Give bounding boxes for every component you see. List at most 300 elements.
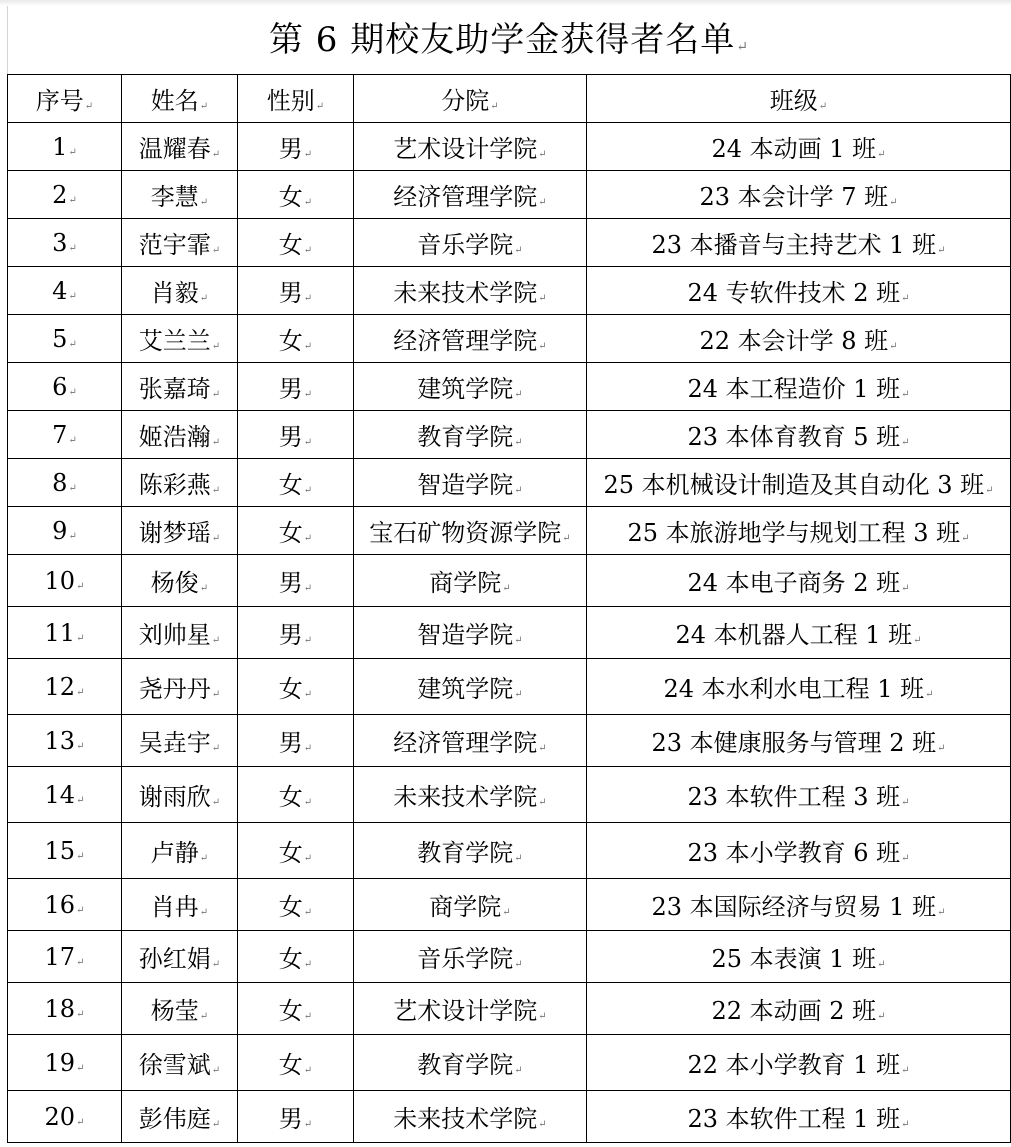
cell-text: 宝石矿物资源学院 [369,519,562,547]
cell-index [8,1035,122,1091]
paragraph-mark-icon: ↵ [538,341,547,352]
paragraph-mark-icon: ↵ [68,242,77,254]
paragraph-mark-icon: ↵ [84,101,94,112]
cell-name [122,823,238,879]
cell-text: 李慧 [150,183,199,211]
cell-name [122,507,238,555]
cell-text: 教育学院 [417,839,514,867]
cell-text: 经济管理学院 [393,183,538,211]
cell-gender [238,507,354,555]
table-row [8,931,1011,983]
table-row [8,767,1011,823]
cell-text: 姬浩瀚 [138,423,211,451]
cell-gender [238,1035,354,1091]
cell-index [8,555,122,607]
table-row [8,983,1011,1035]
paragraph-mark-icon: ↵ [211,485,221,496]
cell-text: 24 本机器人工程 1 班 [675,621,913,649]
paragraph-mark-icon: ↵ [889,197,898,208]
header-label: 性别 [266,87,315,115]
paragraph-mark-icon: ↵ [199,1011,209,1022]
cell-class [587,411,1011,459]
paragraph-mark-icon: ↵ [68,482,77,494]
cell-text: 男 [278,279,303,307]
cell-text: 音乐学院 [417,231,514,259]
cell-text: 范宇霏 [138,231,211,259]
paragraph-mark-icon: ↵ [514,853,523,864]
paragraph-mark-icon: ↵ [901,389,910,400]
paragraph-mark-icon: ↵ [538,149,547,160]
cell-text: 温耀春 [138,135,211,163]
cell-index [8,411,122,459]
table-body [8,123,1011,1143]
cell-text: 女 [278,471,303,499]
paragraph-mark-icon: ↵ [901,853,910,864]
cell-text: 徐雪斌 [138,1051,211,1079]
paragraph-mark-icon: ↵ [76,1008,85,1020]
cell-text: 肖冉 [150,893,199,921]
cell-gender [238,459,354,507]
cell-text: 智造学院 [417,621,514,649]
paragraph-mark-icon: ↵ [76,956,85,968]
cell-text: 女 [278,1051,303,1079]
cell-college [354,983,587,1035]
cell-name [122,715,238,767]
paragraph-mark-icon: ↵ [514,635,523,646]
cell-gender [238,1091,354,1143]
cell-college [354,267,587,315]
paragraph-mark-icon: ↵ [303,533,313,544]
paragraph-mark-icon: ↵ [211,1065,221,1076]
cell-college [354,219,587,267]
paragraph-mark-icon: ↵ [76,904,85,916]
paragraph-mark-icon: ↵ [211,635,221,646]
cell-gender [238,607,354,659]
paragraph-mark-icon: ↵ [502,583,511,594]
cell-index [8,607,122,659]
cell-index [8,879,122,931]
cell-index [8,659,122,715]
table-row [8,555,1011,607]
cell-text: 女 [278,893,303,921]
cell-index [8,715,122,767]
cell-text: 尧丹丹 [138,675,211,703]
header-col-index [8,75,122,123]
paragraph-mark-icon: ↵ [68,146,77,158]
cell-text: 女 [278,839,303,867]
cell-text: 23 本软件工程 3 班 [687,783,901,811]
cell-text: 15 [44,836,76,865]
cell-college [354,507,587,555]
paragraph-mark-icon: ↵ [211,149,221,160]
cell-text: 24 专软件技术 2 班 [687,279,901,307]
cell-text: 女 [278,183,303,211]
paragraph-mark-icon: ↵ [877,1011,886,1022]
cell-class [587,459,1011,507]
cell-text: 刘帅星 [138,621,211,649]
cell-text: 5 [52,324,68,353]
document-page [7,6,1010,1143]
paragraph-mark-icon: ↵ [818,101,828,112]
paragraph-mark-icon: ↵ [937,743,946,754]
table-row [8,715,1011,767]
cell-text: 12 [44,672,76,701]
paragraph-mark-icon: ↵ [303,1011,313,1022]
cell-text: 22 本小学教育 1 班 [687,1051,901,1079]
paragraph-mark-icon: ↵ [303,245,313,256]
cell-class [587,267,1011,315]
cell-text: 22 本动画 2 班 [711,997,877,1025]
cell-index [8,219,122,267]
cell-text: 23 本体育教育 5 班 [687,423,901,451]
paragraph-mark-icon: ↵ [303,1119,313,1130]
cell-class [587,659,1011,715]
cell-name [122,315,238,363]
paragraph-mark-icon: ↵ [502,907,511,918]
cell-class [587,1091,1011,1143]
cell-text: 彭伟庭 [138,1105,211,1133]
cell-text: 男 [278,1105,303,1133]
cell-text: 教育学院 [417,423,514,451]
cell-index [8,171,122,219]
table-row [8,459,1011,507]
cell-index [8,459,122,507]
paragraph-mark-icon: ↵ [303,635,313,646]
cell-name [122,767,238,823]
cell-text: 1 [52,132,68,161]
table-row [8,823,1011,879]
table-row [8,879,1011,931]
paragraph-mark-icon: ↵ [303,743,313,754]
header-label: 姓名 [150,87,199,115]
cell-text: 女 [278,675,303,703]
cell-college [354,363,587,411]
cell-gender [238,879,354,931]
cell-class [587,879,1011,931]
paragraph-mark-icon: ↵ [199,853,209,864]
table-row [8,123,1011,171]
paragraph-mark-icon: ↵ [538,797,547,808]
cell-name [122,411,238,459]
cell-class [587,555,1011,607]
table-row [8,659,1011,715]
paragraph-mark-icon: ↵ [877,149,886,160]
paragraph-mark-icon: ↵ [76,632,85,644]
paragraph-mark-icon: ↵ [514,485,523,496]
paragraph-mark-icon: ↵ [877,959,886,970]
cell-text: 肖毅 [150,279,199,307]
cell-index [8,123,122,171]
cell-index [8,767,122,823]
paragraph-mark-icon: ↵ [199,907,209,918]
header-col-name [122,75,238,123]
cell-index [8,507,122,555]
cell-college [354,1091,587,1143]
cell-text: 24 本动画 1 班 [711,135,877,163]
cell-index [8,1091,122,1143]
cell-text: 女 [278,231,303,259]
cell-college [354,607,587,659]
paragraph-mark-icon: ↵ [211,1119,221,1130]
cell-name [122,1091,238,1143]
cell-gender [238,983,354,1035]
cell-text: 17 [44,942,76,971]
cell-index [8,983,122,1035]
table-row [8,363,1011,411]
cell-text: 音乐学院 [417,945,514,973]
table-row [8,171,1011,219]
cell-class [587,315,1011,363]
paragraph-mark-icon: ↵ [303,389,313,400]
paragraph-mark-icon: ↵ [211,389,221,400]
cell-index [8,931,122,983]
cell-class [587,1035,1011,1091]
table-row [8,411,1011,459]
cell-text: 女 [278,519,303,547]
cell-class [587,507,1011,555]
cell-college [354,931,587,983]
cell-text: 杨莹 [150,997,199,1025]
cell-text: 经济管理学院 [393,327,538,355]
cell-class [587,171,1011,219]
cell-index [8,823,122,879]
cell-text: 16 [44,890,76,919]
cell-text: 商学院 [429,893,502,921]
table-row [8,507,1011,555]
paragraph-mark-icon: ↵ [901,1065,910,1076]
table-row [8,1035,1011,1091]
paragraph-mark-icon: ↵ [76,850,85,862]
cell-gender [238,767,354,823]
cell-text: 谢梦瑶 [138,519,211,547]
cell-gender [238,411,354,459]
cell-text: 25 本旅游地学与规划工程 3 班 [627,519,961,547]
paragraph-mark-icon: ↵ [303,437,313,448]
table-header-row [8,75,1011,123]
cell-text: 孙红娟 [138,945,211,973]
cell-gender [238,363,354,411]
cell-text: 艺术设计学院 [393,997,538,1025]
cell-gender [238,715,354,767]
cell-text: 24 本工程造价 1 班 [687,375,901,403]
cell-text: 男 [278,621,303,649]
cell-text: 10 [44,566,76,595]
cell-text: 经济管理学院 [393,729,538,757]
cell-text: 9 [52,516,68,545]
cell-college [354,1035,587,1091]
cell-text: 教育学院 [417,1051,514,1079]
paragraph-mark-icon: ↵ [538,293,547,304]
cell-index [8,315,122,363]
cell-text: 23 本软件工程 1 班 [687,1105,901,1133]
cell-college [354,555,587,607]
cell-text: 杨俊 [150,569,199,597]
paragraph-mark-icon: ↵ [211,533,221,544]
table-row [8,315,1011,363]
paragraph-mark-icon: ↵ [211,689,221,700]
cell-class [587,767,1011,823]
cell-text: 18 [44,994,76,1023]
paragraph-mark-icon: ↵ [303,689,313,700]
cell-name [122,607,238,659]
paragraph-mark-icon: ↵ [76,1062,85,1074]
cell-index [8,363,122,411]
cell-name [122,879,238,931]
table-row [8,267,1011,315]
cell-name [122,123,238,171]
cell-text: 陈彩燕 [138,471,211,499]
cell-name [122,659,238,715]
cell-gender [238,555,354,607]
cell-college [354,171,587,219]
cell-text: 23 本播音与主持艺术 1 班 [651,231,937,259]
paragraph-mark-icon: ↵ [303,853,313,864]
cell-text: 24 本电子商务 2 班 [687,569,901,597]
paragraph-mark-icon: ↵ [925,689,934,700]
cell-text: 智造学院 [417,471,514,499]
cell-text: 14 [44,780,76,809]
cell-text: 7 [52,420,68,449]
cell-class [587,219,1011,267]
paragraph-mark-icon: ↵ [514,389,523,400]
cell-text: 女 [278,327,303,355]
paragraph-mark-icon: ↵ [303,583,313,594]
cell-name [122,931,238,983]
cell-text: 吴垚宇 [138,729,211,757]
cell-text: 张嘉琦 [138,375,211,403]
cell-text: 男 [278,135,303,163]
paragraph-mark-icon: ↵ [985,485,994,496]
paragraph-mark-icon: ↵ [937,245,946,256]
paragraph-mark-icon: ↵ [76,740,85,752]
cell-text: 19 [44,1048,76,1077]
paragraph-mark-icon: ↵ [76,1116,85,1128]
header-col-class [587,75,1011,123]
cell-class [587,607,1011,659]
cell-text: 25 本机械设计制造及其自动化 3 班 [603,471,985,499]
cell-text: 建筑学院 [417,675,514,703]
cell-text: 2 [52,180,68,209]
cell-class [587,363,1011,411]
paragraph-mark-icon: ↵ [937,907,946,918]
paragraph-mark-icon: ↵ [514,1065,523,1076]
cell-name [122,171,238,219]
cell-name [122,267,238,315]
paragraph-mark-icon: ↵ [68,290,77,302]
cell-college [354,123,587,171]
paragraph-mark-icon: ↵ [961,533,970,544]
header-label: 分院 [441,87,490,115]
paragraph-mark-icon: ↵ [199,293,209,304]
cell-text: 艾兰兰 [138,327,211,355]
cell-text: 谢雨欣 [138,783,211,811]
paragraph-mark-icon: ↵ [315,101,325,112]
paragraph-mark-icon: ↵ [68,434,77,446]
cell-text: 20 [44,1102,76,1131]
cell-name [122,983,238,1035]
cell-text: 卢静 [150,839,199,867]
header-col-college [354,75,587,123]
paragraph-mark-icon: ↵ [538,1011,547,1022]
cell-gender [238,315,354,363]
cell-name [122,459,238,507]
cell-gender [238,171,354,219]
paragraph-mark-icon: ↵ [913,635,922,646]
paragraph-mark-icon: ↵ [76,686,85,698]
cell-text: 25 本表演 1 班 [711,945,877,973]
cell-text: 艺术设计学院 [393,135,538,163]
cell-class [587,931,1011,983]
cell-text: 男 [278,729,303,757]
cell-gender [238,659,354,715]
paragraph-mark-icon: ↵ [303,797,313,808]
paragraph-mark-icon: ↵ [538,1119,547,1130]
cell-text: 6 [52,372,68,401]
cell-text: 女 [278,783,303,811]
paragraph-mark-icon: ↵ [303,293,313,304]
paragraph-mark-icon: ↵ [211,743,221,754]
cell-class [587,823,1011,879]
cell-name [122,363,238,411]
cell-name [122,219,238,267]
paragraph-mark-icon: ↵ [68,530,77,542]
cell-text: 23 本健康服务与管理 2 班 [651,729,937,757]
paragraph-mark-icon: ↵ [303,197,313,208]
paragraph-mark-icon: ↵ [211,797,221,808]
paragraph-mark-icon: ↵ [211,341,221,352]
paragraph-mark-icon: ↵ [901,437,910,448]
cell-text: 23 本国际经济与贸易 1 班 [651,893,937,921]
paragraph-mark-icon: ↵ [514,959,523,970]
paragraph-mark-icon: ↵ [901,1119,910,1130]
paragraph-mark-icon: ↵ [901,293,910,304]
header-label: 班级 [769,87,818,115]
cell-college [354,715,587,767]
paragraph-mark-icon: ↵ [303,485,313,496]
table-row [8,1091,1011,1143]
paragraph-mark-icon: ↵ [303,959,313,970]
cell-text: 女 [278,997,303,1025]
paragraph-mark-icon: ↵ [901,797,910,808]
cell-gender [238,123,354,171]
cell-college [354,767,587,823]
cell-text: 11 [44,618,76,647]
paragraph-mark-icon: ↵ [514,689,523,700]
cell-text: 商学院 [429,569,502,597]
cell-class [587,715,1011,767]
title-text: 第 6 期校友助学金获得者名单 [269,20,736,60]
cell-gender [238,823,354,879]
paragraph-mark-icon: ↵ [303,1065,313,1076]
cell-text: 女 [278,945,303,973]
header-col-gender [238,75,354,123]
cell-text: 未来技术学院 [393,1105,538,1133]
paragraph-mark-icon: ↵ [901,583,910,594]
paragraph-mark-icon: ↵ [303,341,313,352]
cell-text: 8 [52,468,68,497]
paragraph-mark-icon: ↵ [211,437,221,448]
cell-text: 24 本水利水电工程 1 班 [663,675,925,703]
document-title [7,6,1010,74]
paragraph-mark-icon: ↵ [490,101,499,112]
cell-college [354,411,587,459]
cell-text: 13 [44,726,76,755]
scholarship-recipient-table [7,74,1011,1143]
cell-text: 23 本会计学 7 班 [699,183,889,211]
cell-college [354,315,587,363]
cell-index [8,267,122,315]
paragraph-mark-icon: ↵ [199,583,209,594]
